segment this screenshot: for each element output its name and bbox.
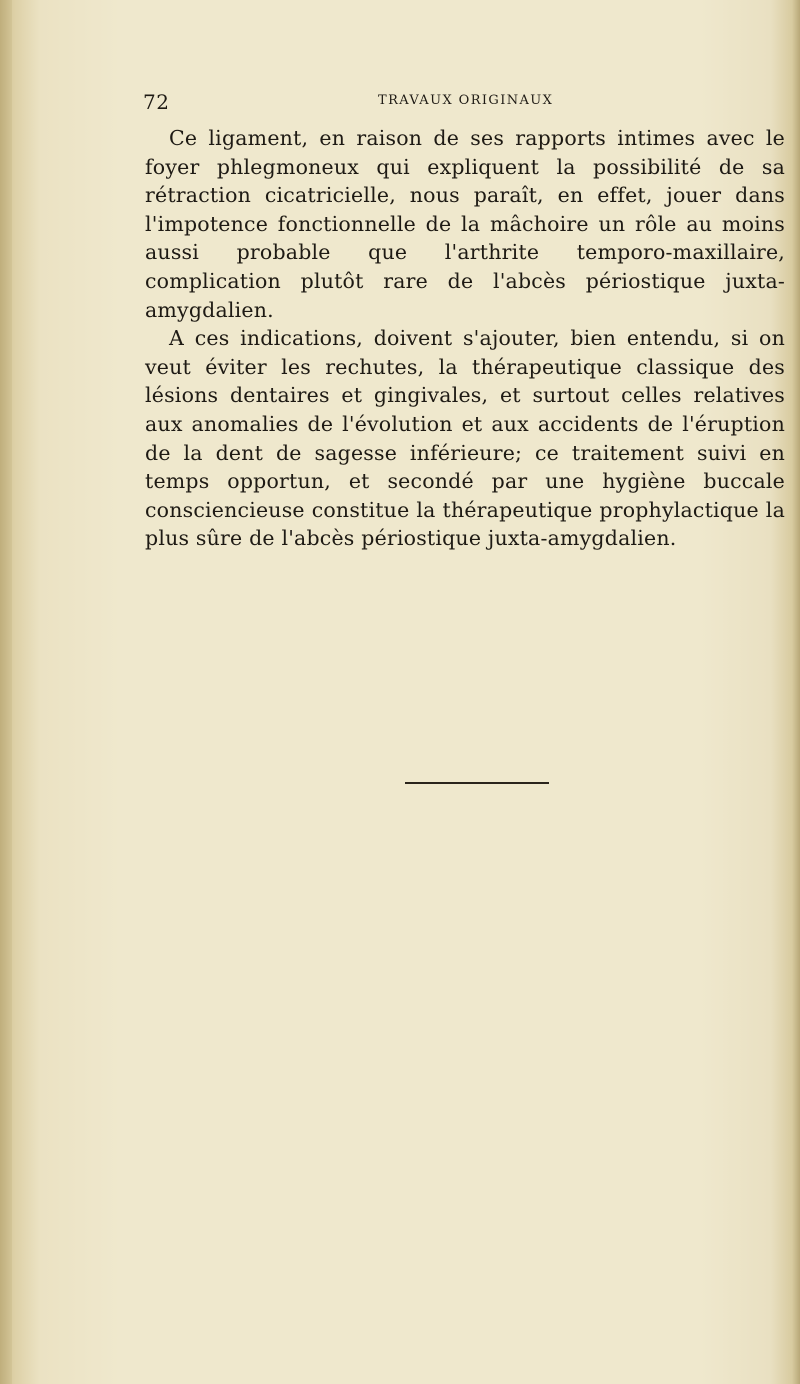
paragraph-2: A ces indications, doivent s'ajouter, bien entendu, si on veut éviter les rechutes, la thérapeutique classique des lésions dentaires et gingivales, et surtout celles relatives aux anomalies de l'évolution et aux accidents de l'éruption de la dent de sagesse inférieure; ce traitement suivi en temps opportun, et secondé par une hygiène buccale consciencieuse constitue la thérapeutique prophylactique la plus sûre de l'abcès périostique juxta-amygdalien. (145, 326, 785, 551)
page-number: 72 (143, 90, 170, 114)
page-binding-edge (0, 0, 12, 1384)
body-text (145, 124, 785, 553)
running-head: TRAVAUX ORIGINAUX (378, 93, 554, 108)
paragraph-1: Ce ligament, en raison de ses rapports intimes avec le foyer phlegmoneux qui expliquent la possibilité de sa rétraction cicatricielle, nous paraît, en effet, jouer dans l'impotence fonctionnelle de la mâchoire un rôle au moins aussi probable que l'arthrite temporo-maxillaire, complication plutôt rare de l'abcès périostique juxta-amygdalien. (145, 126, 785, 322)
section-end-rule (405, 782, 549, 784)
page-header (143, 90, 783, 118)
